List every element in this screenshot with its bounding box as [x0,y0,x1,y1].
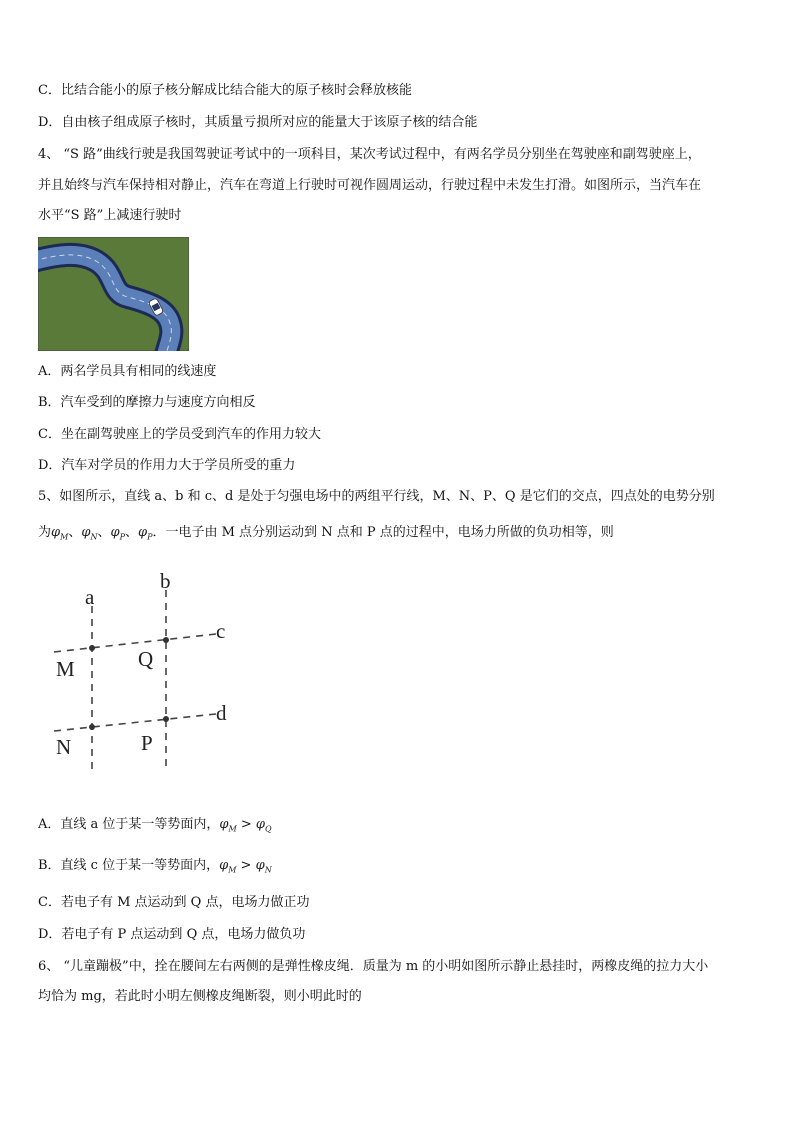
label-c: c [216,619,226,643]
q6-stem-line2: 均恰为 mg，若此时小明左侧橡皮绳断裂，则小明此时的 [38,989,362,1004]
q4-stem-line2: 并且始终与汽车保持相对静止，汽车在弯道上行驶时可视作圆周运动，行驶过程中未发生打滑。如图所示，当汽车在 [38,178,702,193]
label-a: a [85,585,95,609]
point-p [163,716,169,722]
q5-option-b: B．直线 c 位于某一等势面内，$\varphi_M > \varphi_N$ [38,858,272,875]
field-lines-figure [40,570,250,780]
point-q [163,637,169,643]
q3-option-d: D．自由核子组成原子核时，其质量亏损所对应的能量大于该原子核的结合能 [38,115,478,130]
phi-n: $\varphi_N$ [81,525,98,542]
q4-option-a: A．两名学员具有相同的线速度 [38,364,217,379]
q4-stem-line3: 水平“S 路”上减速行驶时 [38,208,182,223]
phi-p2: $\varphi_P$ [137,525,153,542]
q5-option-d: D．若电子有 P 点运动到 Q 点，电场力做负功 [38,927,306,942]
q3-option-c: C．比结合能小的原子核分解成比结合能大的原子核时会释放核能 [38,83,412,98]
point-m [89,645,95,651]
line-d [54,714,216,731]
q4-stem-line1: 4、 “S 路”曲线行驶是我国驾驶证考试中的一项科目，某次考试过程中，有两名学员分别坐在驾驶座和副驾驶座上， [38,147,701,162]
label-b: b [160,570,171,593]
phi-m: $\varphi_M$ [51,525,69,542]
q5-option-c: C．若电子有 M 点运动到 Q 点，电场力做正功 [38,895,310,910]
label-d: d [216,701,227,725]
q5-stem-line2: 为$\varphi_M$、$\varphi_N$、$\varphi_P$、$\varphi_P$．一电子由 M 点分别运动到 N 点和 P 点的过程中，电场力所做的负功相等，则 [38,525,614,542]
q5-stem-line1: 5、如图所示，直线 a、b 和 c、d 是处于匀强电场中的两组平行线，M、N、P、Q 是它们的交点，四点处的电势分别 [38,489,715,504]
label-p: P [141,731,153,755]
phi-p1: $\varphi_P$ [110,525,125,542]
q5-option-a: A．直线 a 位于某一等势面内，$\varphi_M > \varphi_Q$ [38,817,272,834]
label-n: N [56,735,72,759]
q4-option-c: C．坐在副驾驶座上的学员受到汽车的作用力较大 [38,427,321,442]
q4-option-d: D．汽车对学员的作用力大于学员所受的重力 [38,458,296,473]
q6-stem-line1: 6、 “儿童蹦极”中，拴在腰间左右两侧的是弹性橡皮绳．质量为 m 的小明如图所示静止悬挂时，两橡皮绳的拉力大小 [38,959,709,974]
q4-option-b: B．汽车受到的摩擦力与速度方向相反 [38,395,256,410]
label-m: M [56,657,75,681]
line-c [54,634,216,652]
s-road-figure [38,237,189,351]
label-q: Q [138,647,154,671]
point-n [89,724,95,730]
